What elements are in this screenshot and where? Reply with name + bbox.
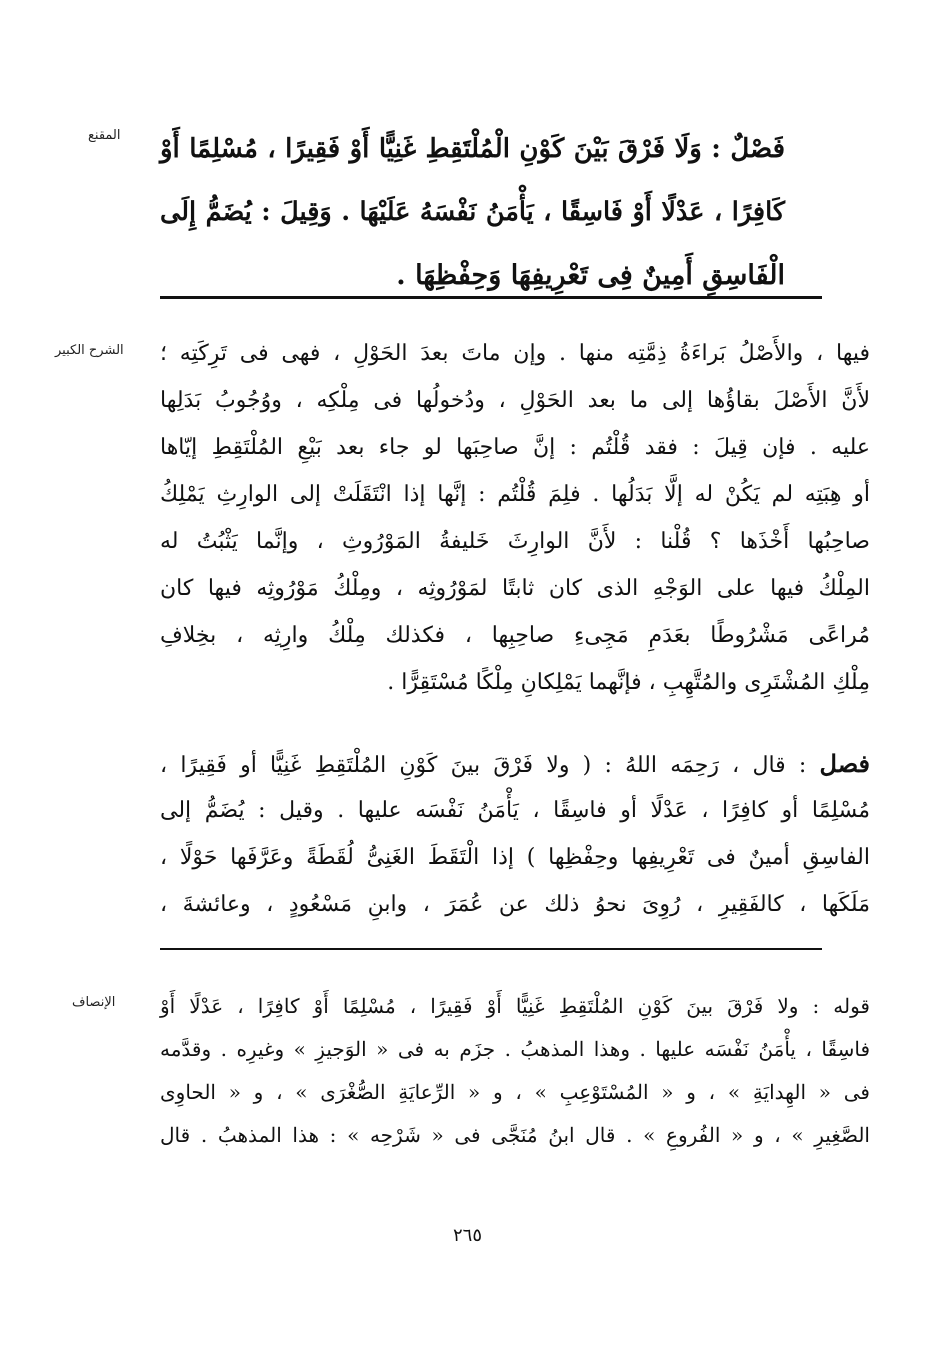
muqni-fasl-heading: فَصْلٌ xyxy=(730,134,785,164)
page-number: ٢٦٥ xyxy=(452,1225,482,1246)
divider-rule xyxy=(160,296,822,299)
insaf-line: فى « الهِدايَةِ » ، و « المُسْتَوْعِبِ » ، و « الرِّعايَةِ الصُّغْرَى » ، و « الحاوِى xyxy=(160,1080,870,1104)
fasl-line-1 xyxy=(160,740,870,787)
insaf-line: فاسِقًا ، يأْمَنُ نَفْسَه عليها . وهذا المذهبُ . جزَم به فى « الوَجيزِ » وغيرِه . وقدَّمه xyxy=(160,1037,870,1061)
insaf-line: قوله : ولا فَرْقَ بينَ كَوْنِ المُلْتَقِطِ غَنِيًّا أَوْ فَقِيرًا ، مُسْلِمًا أَوْ كافِرًا ، عَدْلًا أَوْ xyxy=(160,994,870,1018)
insaf-line: الصَّغِيرِ » ، و « الفُروعِ » . قال ابنُ مُنَجَّى فى « شَرْحِه » : هذا المذهبُ . قال xyxy=(160,1123,870,1147)
sharh-line: فيها ، والأَصْلُ بَراءَةُ ذِمَّتِه منها . وإن ماتَ بعدَ الحَوْلِ ، فهى فى تَرِكَتِه ؛ xyxy=(160,341,870,366)
fasl-line-1-text: : قال ، رَحِمَه اللهُ : ( ولا فَرْقَ بينَ كَوْنِ المُلْتَقِطِ غَنِيًّا أو فَقِيرًا ، xyxy=(160,753,820,778)
sharh-section-label: الشرح الكبير xyxy=(55,343,124,358)
sharh-line: لأَنَّ الأَصْلَ بقاؤُها إلى ما بعد الحَوْلِ ، ودُخولُها فى مِلْكِه ، ووُجُوبُ بَدَلِها xyxy=(160,388,870,413)
fasl-heading: فصل xyxy=(819,749,870,778)
sharh-line: المِلْكُ فيها على الوَجْهِ الذى كان ثابتًا لمَوْرُوثِه ، ومِلْكُ مَوْرُوثِه فيها كان xyxy=(160,576,870,601)
muqni-text xyxy=(160,118,785,307)
insaf-text xyxy=(160,985,870,1157)
fasl-line: مَلَكَها ، كالفَقِيرِ ، رُوِىَ نحوُ ذلك عن عُمَرَ ، وابنِ مَسْعُودٍ ، وعائشةَ ، xyxy=(160,892,870,917)
fasl-line: الفاسِقِ أمينٌ فى تَعْرِيفِها وحِفْظِها ) إذا الْتَقَطَ الغَنِىُّ لُقَطَةً وعَرَّفَها حَوْلًا ، xyxy=(160,845,870,870)
muqni-section-label: المقنع xyxy=(88,128,121,143)
insaf-section-label: الإنصاف xyxy=(72,995,116,1010)
fasl-paragraph xyxy=(160,740,870,928)
sharh-line: مُراعًى مَشْرُوطًا بعَدَمِ مَجِىءِ صاحِبِها ، فكذلك مِلْكُ وارِثِه ، بخِلافِ xyxy=(160,623,870,648)
muqni-line-1-text: : وَلَا فَرْقَ بَيْنَ كَوْنِ الْمُلْتَقِطِ غَنِيًّا أَوْ فَقِيرًا ، مُسْلِمًا أَوْ xyxy=(160,134,731,164)
sharh-line: عليه . فإن قِيلَ : فقد قُلْتُم : إنَّ صاحِبَها لو جاء بعد بَيْعِ المُلْتَقِطِ إيّاها xyxy=(160,435,870,460)
sharh-line: مِلْكِ المُشْتَرِى والمُتَّهِبِ ، فإنَّهما يَمْلِكانِ مِلْكًا مُسْتَقِرًّا . xyxy=(387,670,870,695)
divider-rule xyxy=(160,948,822,950)
muqni-line-1 xyxy=(160,118,785,181)
fasl-line: مُسْلِمًا أو كافِرًا ، عَدْلًا أو فاسِقًا ، يَأْمَنُ نَفْسَه عليها . وقيل : يُضَمُّ إلى xyxy=(160,798,870,823)
sharh-line: أو هِبَتِه لم يَكُنْ له إلَّا بَدَلُها . فلِمَ قُلْتُم : إنَّها إذا انْتَقَلَتْ إلى الوارِثِ يَمْلِكُ xyxy=(160,482,870,507)
muqni-line-2: كَافِرًا ، عَدْلًا أَوْ فَاسِقًا ، يَأْمَنُ نَفْسَهُ عَلَيْهَا . وَقِيلَ : يُضَمُّ إِلَى xyxy=(160,197,785,227)
muqni-line-3: الْفَاسِقِ أَمِينٌ فِى تَعْرِيفِهَا وَحِفْظِهَا . xyxy=(396,260,785,291)
sharh-line: صاحِبُها أَخْذَها ؟ قُلْنا : لأَنَّ الوارِثَ خَليفةُ المَوْرُوثِ ، وإنَّما يَثْبُتُ له xyxy=(160,529,870,554)
sharh-text xyxy=(160,330,870,706)
